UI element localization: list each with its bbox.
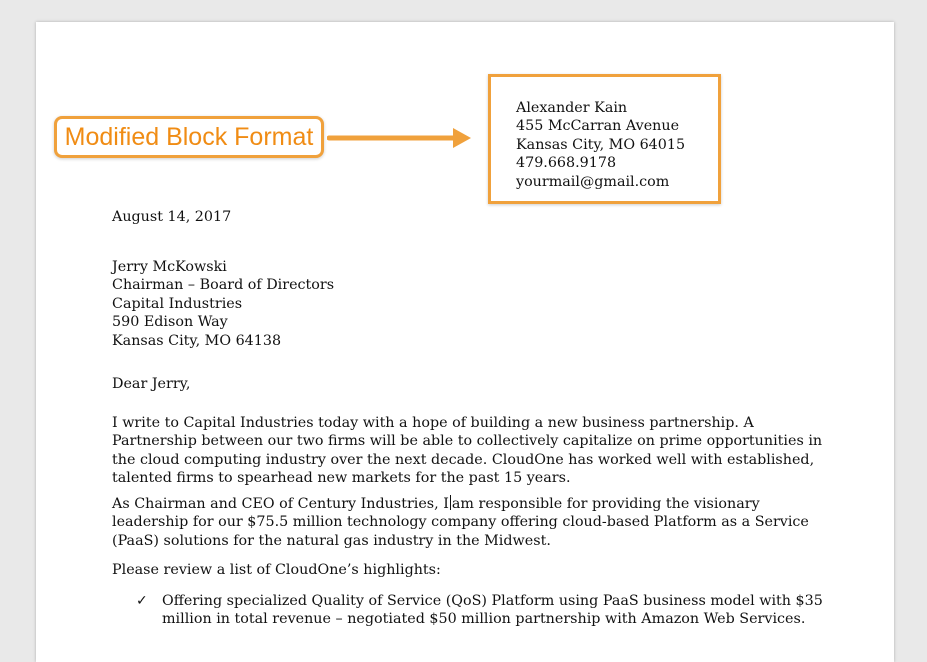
letter-date xyxy=(112,208,231,226)
highlight-line: million in total revenue – negotiated $50 million partnership with Amazon Web Services. xyxy=(162,611,806,628)
paragraph-line xyxy=(112,495,812,513)
salutation-text: Dear Jerry, xyxy=(112,376,191,392)
recipient-company: Capital Industries xyxy=(112,295,243,312)
sender-street: 455 McCarran Avenue xyxy=(516,118,680,135)
checkmark-icon: ✓ xyxy=(136,593,148,609)
recipient-street: 590 Edison Way xyxy=(112,314,228,331)
arrow-right-icon xyxy=(327,126,473,150)
paragraph-line: talented firms to spearhead new markets for the past 15 years. xyxy=(112,470,571,487)
sender-address-box xyxy=(488,74,721,204)
sender-name: Alexander Kain xyxy=(516,100,628,116)
paragraph-role[interactable] xyxy=(112,495,812,550)
text-cursor xyxy=(450,495,451,510)
paragraph-text-before-cursor: As Chairman and CEO of Century Industries, I xyxy=(112,496,449,512)
paragraph-line: I write to Capital Industries today with a hope of building a new business partnership. A xyxy=(112,415,754,431)
paragraph-line: Please review a list of CloudOne’s highlights: xyxy=(112,562,441,578)
recipient-city: Kansas City, MO 64138 xyxy=(112,332,282,349)
highlight-text xyxy=(162,592,823,629)
paragraph-line: the cloud computing industry over the next decade. CloudOne has worked well with established, xyxy=(112,451,815,468)
recipient-title: Chairman – Board of Directors xyxy=(112,277,335,294)
sender-phone: 479.668.9178 xyxy=(516,155,617,172)
paragraph-text-after-cursor: am responsible for providing the visionary xyxy=(451,496,760,512)
recipient-name: Jerry McKowski xyxy=(112,259,227,275)
paragraph-line: Partnership between our two firms will be able to collectively capitalize on prime opportunities in xyxy=(112,433,823,450)
highlight-line: Offering specialized Quality of Service (QoS) Platform using PaaS business model with $35 xyxy=(162,593,823,609)
modified-block-format-callout: Modified Block Format xyxy=(54,116,324,158)
sender-email: yourmail@gmail.com xyxy=(516,173,670,190)
paragraph-highlights-intro[interactable] xyxy=(112,561,441,579)
recipient-address xyxy=(112,258,334,350)
paragraph-line: (PaaS) solutions for the natural gas industry in the Midwest. xyxy=(112,532,551,549)
sender-city: Kansas City, MO 64015 xyxy=(516,136,686,153)
paragraph-line: leadership for our $75.5 million technology company offering cloud-based Platform as a Service xyxy=(112,514,809,531)
salutation xyxy=(112,375,190,393)
paragraph-intro[interactable] xyxy=(112,414,823,488)
date-text: August 14, 2017 xyxy=(112,209,232,225)
